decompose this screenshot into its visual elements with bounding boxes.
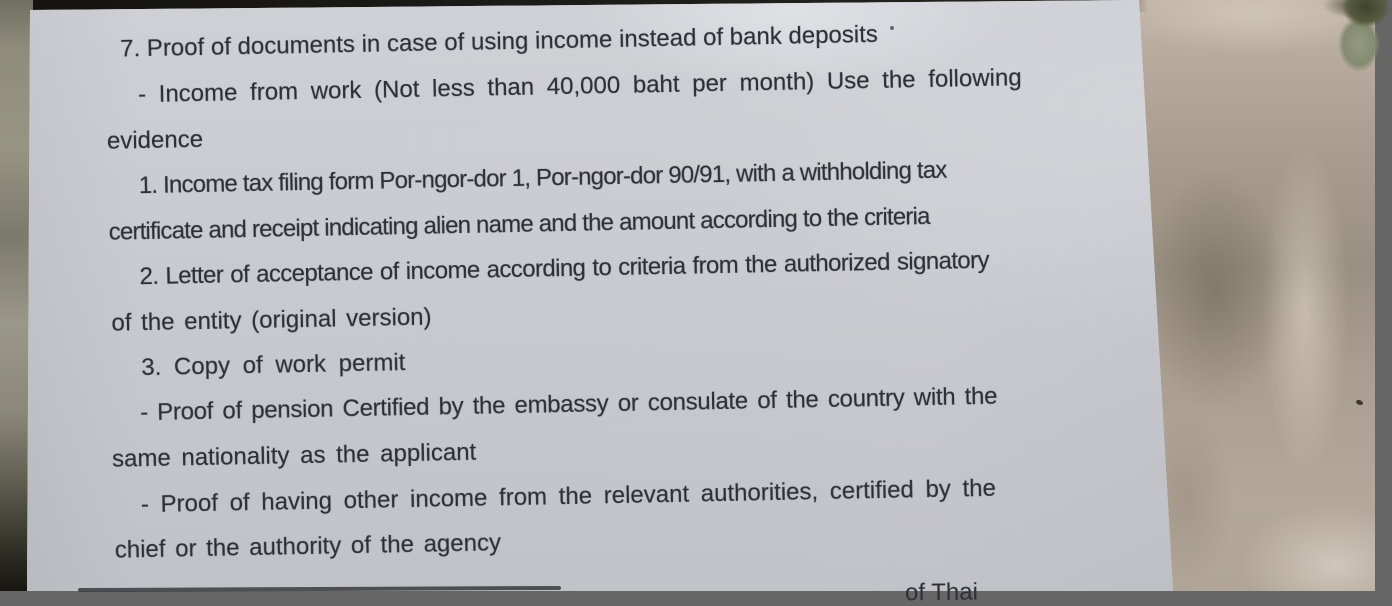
document-line: - Income from work (Not less than 40,000 baht per month) Use the following xyxy=(137,64,1022,109)
document-line: - Proof of having other income from the relevant authorities, certified by the xyxy=(140,474,997,519)
document-line: evidence xyxy=(106,125,204,155)
document-line: 3. Copy of work permit xyxy=(141,349,406,382)
document-line: chief or the authority of the agency xyxy=(114,529,502,564)
cutoff-text-fragment: of Thai xyxy=(904,578,979,606)
document-line: certificate and receipt indicating alien name and the amount according to the criteria xyxy=(108,203,930,246)
paper-speck xyxy=(890,26,894,30)
document-line: of the entity (original version) xyxy=(111,303,432,337)
document-line: 1. Income tax filing form Por-ngor-dor 1, Por-ngor-dor 90/91, with a withholding tax xyxy=(138,156,947,200)
document-line: 7. Proof of documents in case of using income instead of bank deposits xyxy=(119,20,879,63)
document-line: same nationality as the applicant xyxy=(111,438,477,473)
document-line: - Proof of pension Certified by the embassy or consulate of the country with the xyxy=(139,382,998,427)
document-line: 2. Letter of acceptance of income according to criteria from the authorized signatory xyxy=(139,246,990,291)
